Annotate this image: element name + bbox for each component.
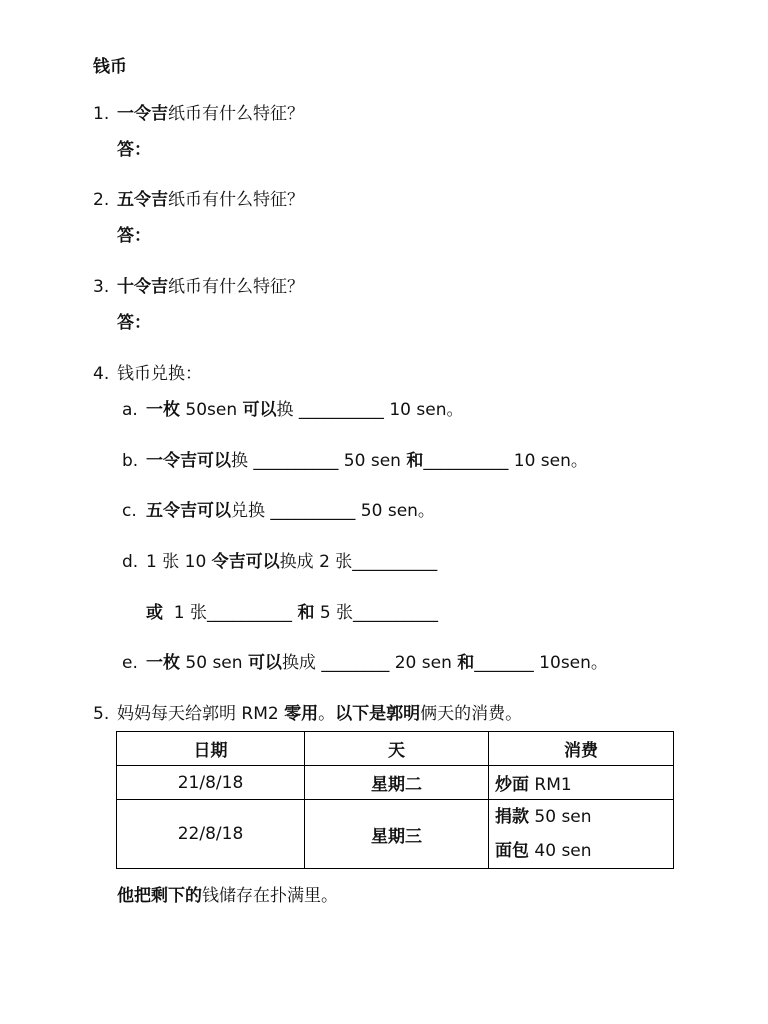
answer-label-2: 答： [117,226,151,246]
question-4: 4. 钱币兑换： [93,364,202,384]
cell-date: 21/8/18 [117,766,305,800]
question-number: 2. [93,190,110,210]
exchange-item-b: b. 一令吉可以换 __________ 50 sen 和__________ 10 sen。 [122,451,588,471]
spending-table [116,731,674,869]
question-number: 3. [93,277,110,297]
header-date: 日期 [117,732,305,766]
cell-day: 星期三 [305,800,489,869]
cell-spending: 炒面 RM1 [489,766,674,800]
cell-spending [489,800,674,869]
spending-item: 面包 40 sen [495,841,592,861]
question-number: 1. [93,104,110,124]
worksheet-title: 钱币 [93,57,127,77]
table-row [117,800,674,869]
table-header-row [117,732,674,766]
question-number: 5. [93,704,110,724]
question-1: 1. 一令吉纸币有什么特征？ [93,104,304,124]
question-number: 4. [93,364,110,384]
header-spending: 消费 [489,732,674,766]
table-row [117,766,674,800]
question-3: 3. 十令吉纸币有什么特征？ [93,277,304,297]
question-5: 5. 妈妈每天给郭明 RM2 零用。以下是郭明俩天的消费。 [93,704,523,724]
spending-item: 捐款 50 sen [495,807,592,827]
cell-date: 22/8/18 [117,800,305,869]
answer-label-3: 答： [117,313,151,333]
answer-label-1: 答： [117,140,151,160]
header-day: 天 [305,732,489,766]
exchange-item-e: e. 一枚 50 sen 可以换成 ________ 20 sen 和_______ 10sen。 [122,653,608,673]
exchange-item-d: d. 1 张 10 令吉可以换成 2 张__________ [122,552,438,572]
question-2: 2. 五令吉纸币有什么特征？ [93,190,304,210]
exchange-item-a: a. 一枚 50sen 可以换 __________ 10 sen。 [122,400,464,420]
exchange-item-c: c. 五令吉可以兑换 __________ 50 sen。 [122,501,435,521]
savings-note: 他把剩下的钱储存在扑满里。 [117,886,338,906]
cell-day: 星期二 [305,766,489,800]
exchange-item-d-alternative: 或 1 张__________ 和 5 张__________ [146,603,439,623]
